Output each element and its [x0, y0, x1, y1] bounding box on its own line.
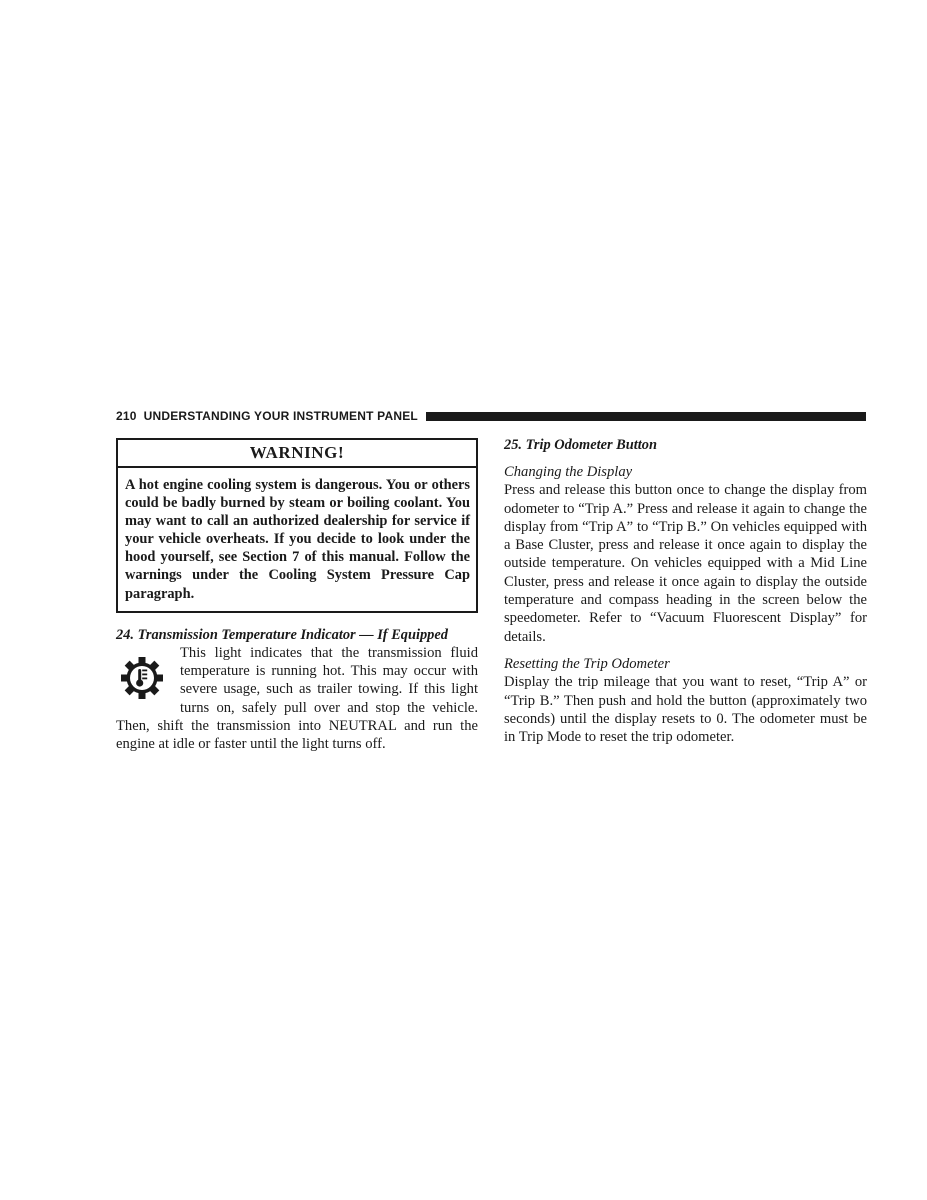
- warning-body: A hot engine cooling system is dangerous. You or others could be badly burned by steam or boiling coolant. You may want to call an authorized dealership for service if your vehicle overheats. If you decide to look under the hood yourself, see Section 7 of this manual. Follow the warnings under the Cooling System Pressure Cap paragraph.: [125, 477, 470, 602]
- left-column: [116, 438, 478, 753]
- transmission-temperature-icon: [118, 654, 166, 702]
- changing-display-heading: Changing the Display: [504, 464, 633, 480]
- page-number: 210: [116, 409, 137, 423]
- changing-display-body: Press and release this button once to change the display from odometer to “Trip A.” Press and release it again to change the display from “Trip A” to “Trip B.” On vehicles equipped with a Base Cluster, press and release it once again to display the outside temperature. On vehicles equipped with a Mid Line Cluster, press and release it once again to display the outside temperature and compass heading in the screen below the speedometer. Refer to “Vacuum Fluorescent Display” for details.: [504, 482, 867, 645]
- page-header: [116, 407, 866, 425]
- warning-box: [116, 438, 478, 613]
- section-title: UNDERSTANDING YOUR INSTRUMENT PANEL: [143, 409, 418, 423]
- right-column: [504, 436, 867, 746]
- item-24-body: This light indicates that the transmission fluid temperature is running hot. This may occur with severe usage, such as trailer towing. If this light turns on, safely pull over and stop the vehicle. Then, shift the transmission into NEUTRAL and run the engine at idle or faster until the light turns off.: [116, 644, 478, 753]
- item-24-heading: 24. Transmission Temperature Indicator — If Equipped: [116, 626, 448, 643]
- resetting-trip-heading: Resetting the Trip Odometer: [504, 655, 670, 672]
- header-rule: [426, 412, 866, 421]
- item-25-heading: 25. Trip Odometer Button: [504, 437, 657, 453]
- item-24-block: [116, 644, 478, 754]
- resetting-trip-body: Display the trip mileage that you want to reset, “Trip A” or “Trip B.” Then push and hold the button (approximately two seconds) until the display resets to 0. The odometer must be in Trip Mode to reset the trip odometer.: [504, 674, 867, 746]
- warning-title: WARNING!: [118, 440, 476, 468]
